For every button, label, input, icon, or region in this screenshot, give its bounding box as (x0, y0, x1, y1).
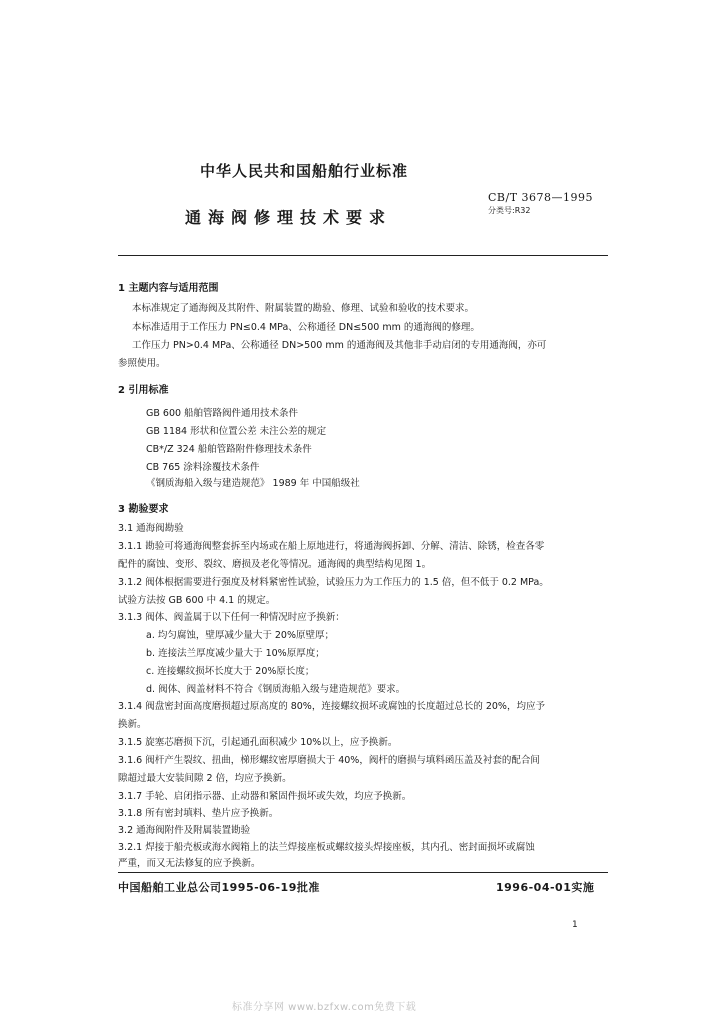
clause-3-1-2-line-2: 试验方法按 GB 600 中 4.1 的规定。 (118, 595, 276, 606)
classification-number: 分类号:R32 (488, 206, 531, 215)
section-1-paragraph-1: 本标准规定了通海阀及其附件、附属装置的勘验、修理、试验和验收的技术要求。 (132, 303, 475, 314)
list-item: c. 连接螺纹损坏长度大于 20%原长度； (146, 666, 315, 677)
clause-3-1-7: 3.1.7 手轮、启闭指示器、止动器和紧固件损坏或失效，均应予换新。 (118, 791, 412, 802)
reference-item: CB 765 涂料涂覆技术条件 (146, 462, 260, 473)
document-title: 通海阀修理技术要求 (185, 208, 393, 227)
approval-date: 中国船舶工业总公司1995-06-19批准 (118, 881, 320, 894)
section-1-paragraph-2: 本标准适用于工作压力 PN≤0.4 MPa、公称通径 DN≤500 mm 的通海阀的修理。 (132, 322, 480, 333)
section-1-heading: 1 主题内容与适用范围 (118, 283, 219, 294)
list-item: a. 均匀腐蚀，壁厚减少量大于 20%原壁厚； (146, 630, 334, 641)
footer-rule (118, 872, 608, 873)
reference-item: CB*/Z 324 船舶管路附件修理技术条件 (146, 444, 312, 455)
standard-code: CB/T 3678—1995 (488, 191, 594, 204)
clause-3-1-4-line-2: 换新。 (118, 719, 147, 730)
clause-3-1-4-line-1: 3.1.4 阀盘密封面高度磨损超过原高度的 80%，连接螺纹损坏或腐蚀的长度超过总长的 20%，均应予 (118, 701, 545, 712)
clause-3-1: 3.1 通海阀勘验 (118, 523, 184, 534)
section-3-heading: 3 勘验要求 (118, 504, 169, 515)
reference-item: GB 1184 形状和位置公差 未注公差的规定 (146, 426, 327, 437)
implementation-date: 1996-04-01实施 (496, 881, 595, 894)
clause-3-1-1-line-1: 3.1.1 勘验可将通海阀整套拆至内场或在船上原地进行，将通海阀拆卸、分解、清洁、除锈，检查各零 (118, 541, 545, 552)
clause-3-2-1-line-2: 严重，而又无法修复的应予换新。 (118, 858, 261, 869)
clause-3-1-6-line-2: 隙超过最大安装间隙 2 倍，均应予换新。 (118, 773, 292, 784)
reference-item: 《钢质海船入级与建造规范》 1989 年 中国船级社 (146, 478, 360, 489)
list-item: b. 连接法兰厚度减少量大于 10%原厚度； (146, 648, 325, 659)
clause-3-2-1-line-1: 3.2.1 焊接于船壳板或海水阀箱上的法兰焊接座板或螺纹接头焊接座板，其内孔、密封面损坏或腐蚀 (118, 842, 535, 853)
clause-3-1-2-line-1: 3.1.2 阀体根据需要进行强度及材料紧密性试验，试验压力为工作压力的 1.5 倍，但不低于 0.2 MPa。 (118, 577, 549, 588)
section-1-paragraph-3-line-1: 工作压力 PN>0.4 MPa、公称通径 DN>500 mm 的通海阀及其他非手动启闭的专用通海阀，亦可 (132, 340, 547, 351)
page-number: 1 (572, 920, 578, 930)
watermark-text: 标准分享网 www.bzfxw.com免费下载 (232, 1002, 417, 1013)
issuing-organization: 中华人民共和国船舶行业标准 (200, 162, 409, 180)
clause-3-1-3: 3.1.3 阀体、阀盖属于以下任何一种情况时应予换新： (118, 612, 345, 623)
clause-3-1-5: 3.1.5 旋塞芯磨损下沉，引起通孔面积减少 10%以上，应予换新。 (118, 737, 398, 748)
clause-3-2: 3.2 通海阀附件及附属装置勘验 (118, 825, 251, 836)
section-2-heading: 2 引用标准 (118, 385, 169, 396)
reference-item: GB 600 船舶管路阀件通用技术条件 (146, 408, 299, 419)
section-1-paragraph-3-line-2: 参照使用。 (118, 358, 166, 369)
clause-3-1-6-line-1: 3.1.6 阀杆产生裂纹、扭曲，梯形螺纹密厚磨损大于 40%，阀杆的磨损与填料函压盖及衬套的配合间 (118, 755, 540, 766)
list-item: d. 阀体、阀盖材料不符合《钢质海船入级与建造规范》要求。 (146, 684, 406, 695)
clause-3-1-8: 3.1.8 所有密封填料、垫片应予换新。 (118, 808, 279, 819)
clause-3-1-1-line-2: 配件的腐蚀、变形、裂纹、磨损及老化等情况。通海阀的典型结构见图 1。 (118, 559, 432, 570)
header-rule (118, 255, 608, 256)
